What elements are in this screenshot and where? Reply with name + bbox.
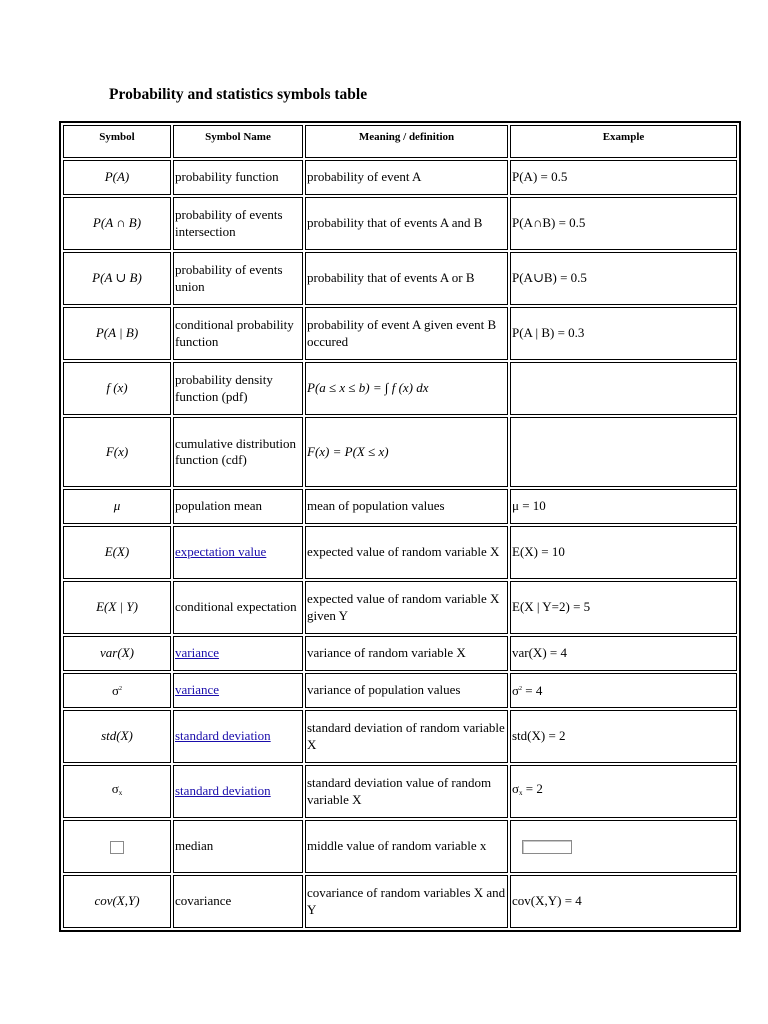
table-row	[63, 307, 737, 360]
name-cell	[173, 710, 303, 763]
example-cell: $\sigma^2 = 4$	[510, 673, 737, 708]
name-cell: probability density function (pdf)	[173, 362, 303, 415]
example-cell: E(X) = 10	[510, 526, 737, 579]
name-cell: median	[173, 820, 303, 873]
standard-deviation-link[interactable]: standard deviation	[175, 783, 271, 799]
meaning-cell: probability that of events A and B	[305, 197, 508, 250]
header-symbol-name: Symbol Name	[173, 125, 303, 158]
name-cell	[173, 636, 303, 671]
meaning-cell: middle value of random variable x	[305, 820, 508, 873]
page-title: Probability and statistics symbols table	[109, 86, 368, 103]
symbol-cell: F(x)	[63, 417, 171, 487]
table-header-row	[63, 125, 737, 158]
symbol-cell: P(A ∪ B)	[63, 252, 171, 305]
table-row	[63, 526, 737, 579]
example-cell: $\sigma_x = 2$	[510, 765, 737, 818]
example-cell: cov(X,Y) = 4	[510, 875, 737, 928]
table-row	[63, 160, 737, 195]
symbol-cell: P(A)	[63, 160, 171, 195]
meaning-cell: standard deviation value of random variable X	[305, 765, 508, 818]
meaning-cell: F(x) = P(X ≤ x)	[305, 417, 508, 487]
table-row	[63, 417, 737, 487]
name-cell: probability of events union	[173, 252, 303, 305]
name-cell	[173, 526, 303, 579]
name-cell	[173, 765, 303, 818]
meaning-cell: probability that of events A or B	[305, 252, 508, 305]
name-cell: probability function	[173, 160, 303, 195]
table-row	[63, 636, 737, 671]
table-row	[63, 197, 737, 250]
symbol-cell: cov(X,Y)	[63, 875, 171, 928]
example-cell	[510, 417, 737, 487]
meaning-cell: variance of population values	[305, 673, 508, 708]
symbol-cell: P(A | B)	[63, 307, 171, 360]
name-cell: cumulative distribution function (cdf)	[173, 417, 303, 487]
variance-link[interactable]: variance	[175, 645, 220, 661]
table-row	[63, 710, 737, 763]
symbol-cell	[63, 820, 171, 873]
symbols-table	[59, 121, 741, 932]
header-symbol: Symbol	[63, 125, 171, 158]
meaning-cell: expected value of random variable X given Y	[305, 581, 508, 634]
table-row	[63, 581, 737, 634]
symbol-cell	[63, 765, 171, 818]
meaning-cell: covariance of random variables X and Y	[305, 875, 508, 928]
missing-image-icon	[522, 840, 572, 854]
table-row	[63, 820, 737, 873]
meaning-cell: standard deviation of random variable X	[305, 710, 508, 763]
meaning-cell: P(a ≤ x ≤ b) = ∫ f (x) dx	[305, 362, 508, 415]
symbol-cell: var(X)	[63, 636, 171, 671]
name-cell: population mean	[173, 489, 303, 524]
example-cell: E(X | Y=2) = 5	[510, 581, 737, 634]
table-row	[63, 489, 737, 524]
name-cell: conditional expectation	[173, 581, 303, 634]
missing-image-icon	[110, 841, 124, 854]
name-cell: covariance	[173, 875, 303, 928]
expectation-value-link[interactable]: expectation value	[175, 544, 267, 560]
example-cell: P(A) = 0.5	[510, 160, 737, 195]
symbol-cell: E(X | Y)	[63, 581, 171, 634]
variance-link[interactable]: variance	[175, 682, 220, 698]
table-row	[63, 673, 737, 708]
meaning-cell: mean of population values	[305, 489, 508, 524]
table-row	[63, 875, 737, 928]
name-cell: conditional probability function	[173, 307, 303, 360]
meaning-cell: variance of random variable X	[305, 636, 508, 671]
symbol-cell: μ	[63, 489, 171, 524]
example-cell: P(A∪B) = 0.5	[510, 252, 737, 305]
header-example: Example	[510, 125, 737, 158]
name-cell: probability of events intersection	[173, 197, 303, 250]
sigma-squared-symbol: $\sigma^2$	[111, 683, 122, 699]
symbol-cell: std(X)	[63, 710, 171, 763]
example-cell	[510, 820, 737, 873]
example-cell: P(A | B) = 0.3	[510, 307, 737, 360]
symbol-cell: P(A ∩ B)	[63, 197, 171, 250]
meaning-cell: probability of event A given event B occured	[305, 307, 508, 360]
example-cell: std(X) = 2	[510, 710, 737, 763]
meaning-cell: probability of event A	[305, 160, 508, 195]
table-row	[63, 362, 737, 415]
name-cell	[173, 673, 303, 708]
header-meaning: Meaning / definition	[305, 125, 508, 158]
example-cell	[510, 362, 737, 415]
sigma-x-symbol: $\sigma_x$	[111, 781, 123, 798]
standard-deviation-link[interactable]: standard deviation	[175, 728, 271, 744]
table-row	[63, 765, 737, 818]
symbol-cell: f (x)	[63, 362, 171, 415]
example-cell: P(A∩B) = 0.5	[510, 197, 737, 250]
example-cell: μ = 10	[510, 489, 737, 524]
example-cell: var(X) = 4	[510, 636, 737, 671]
symbol-cell	[63, 673, 171, 708]
symbol-cell: E(X)	[63, 526, 171, 579]
meaning-cell: expected value of random variable X	[305, 526, 508, 579]
table-row	[63, 252, 737, 305]
